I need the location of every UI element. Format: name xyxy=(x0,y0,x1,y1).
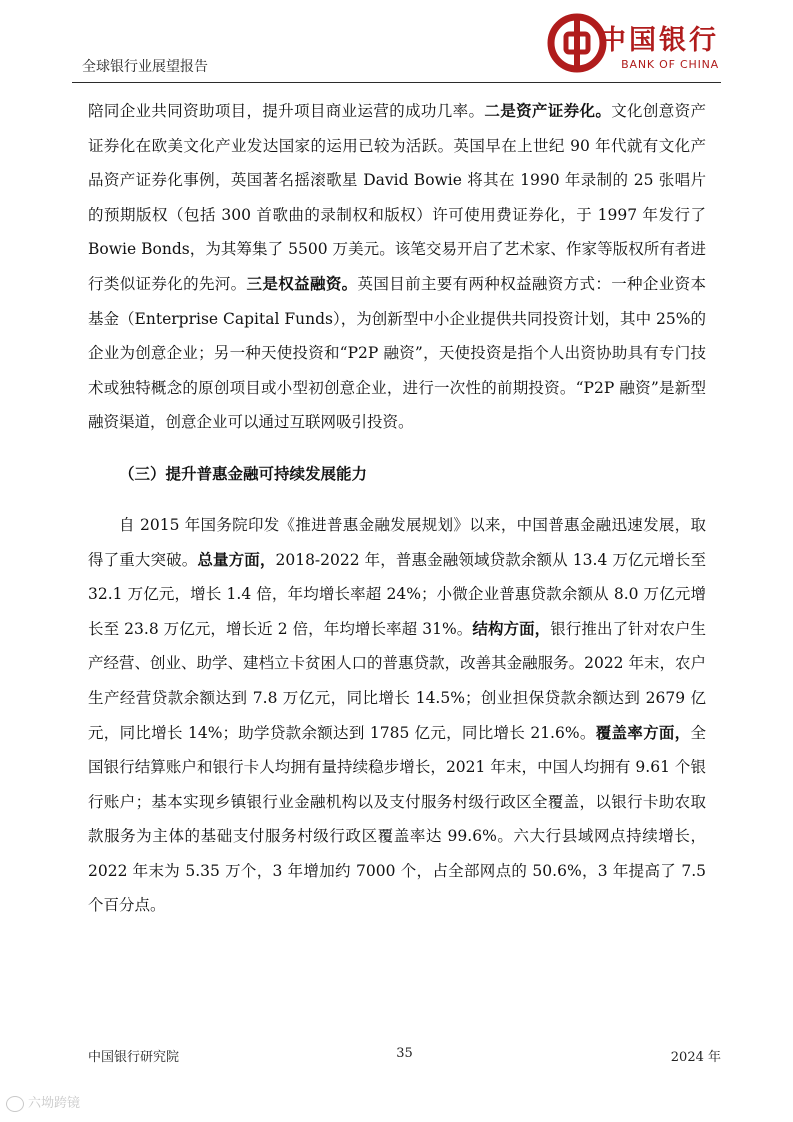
paragraph-run: 自 2015 年国务院印发《推进普惠金融发展规划》以来，中国普惠金融迅速发展，取得了重大突破。 xyxy=(88,515,706,569)
paragraph-run: 英国目前主要有两种权益融资方式：一种企业资本基金（Enterprise Capital Funds），为创新型中小企业提供共同投资计划，其中 25%的企业为创意企业；另一种天使投资和“P2P 融资”，天使投资是指个人出资协助具有专门技术或独特概念的原创项目或小型初创意企业，进行一次性的前期投资。“P2P 融资”是新型融资渠道，创意企业可以通过互联网吸引投资。 xyxy=(88,274,706,432)
paragraph-run: 2018-2022 年，普惠金融领域贷款余额从 13.4 万亿元增长至 32.1 万亿元，增长 1.4 倍，年均增长率超 24%；小微企业普惠贷款余额从 8.0 万亿元增长至 23.8 万亿元，增长近 2 倍，年均增长率超 31%。 xyxy=(88,550,706,638)
page-number: 35 xyxy=(396,1046,413,1061)
paragraph-run: 银行推出了针对农户生产经营、创业、助学、建档立卡贫困人口的普惠贷款，改善其金融服务。2022 年末，农户生产经营贷款余额达到 7.8 万亿元，同比增长 14.5%；创业担保贷款余额达到 2679 亿元，同比增长 14%；助学贷款余额达到 1785 亿元，同比增长 21.6%。 xyxy=(88,619,706,742)
page-header xyxy=(72,0,721,83)
paragraph-run: 全国银行结算账户和银行卡人均拥有量持续稳步增长，2021 年末，中国人均拥有 9.61 个银行账户；基本实现乡镇银行业金融机构以及支付服务村级行政区全覆盖，以银行卡助农取款服务为主体的基础支付服务村级行政区覆盖率达 99.6%。六大行县域网点持续增长，2022 年末为 5.35 万个，3 年增加约 7000 个，占全部网点的 50.6%，3 年提高了 7.5 个百分点。 xyxy=(88,723,706,915)
bold-run: 结构方面， xyxy=(472,618,551,638)
paragraph-run: 陪同企业共同资助项目，提升项目商业运营的成功几率。 xyxy=(88,102,485,120)
logo-chinese-name: 中国银行 xyxy=(599,25,719,56)
paragraph-run: 文化创意资产证券化在欧美文化产业发达国家的运用已较为活跃。英国早在上世纪 90 年代就有文化产品资产证券化事例，英国著名摇滚歌星 David Bowie 将其在 1990 年录制的 25 张唱片的预期版权（包括 300 首歌曲的录制权和版权）许可使用费证券化，于 1997 年发行了 Bowie Bonds，为其筹集了 5500 万美元。该笔交易开启了艺术家、作家等版权所有者进行类似证券化的先河。 xyxy=(88,102,706,293)
bold-run: 覆盖率方面， xyxy=(595,722,691,742)
paragraph-securitization-equity xyxy=(88,94,706,440)
bank-of-china-logo xyxy=(546,10,721,76)
watermark-text: 六坳跨镜 xyxy=(28,1096,81,1111)
footer-institute: 中国银行研究院 xyxy=(88,1050,180,1065)
footer-year: 2024 年 xyxy=(670,1050,721,1065)
watermark-logo-icon xyxy=(6,1096,24,1112)
logo-english-name: BANK OF CHINA xyxy=(621,58,719,71)
section-heading: （三）提升普惠金融可持续发展能力 xyxy=(119,463,368,483)
bold-run: 三是权益融资。 xyxy=(246,273,358,293)
page-footer xyxy=(88,1046,721,1066)
bold-run: 总量方面， xyxy=(197,549,276,569)
watermark xyxy=(6,1092,80,1112)
report-body xyxy=(88,94,706,923)
report-title: 全球银行业展望报告 xyxy=(82,59,208,75)
bold-run: 二是资产证券化。 xyxy=(484,101,612,120)
paragraph-inclusive-finance xyxy=(88,508,706,923)
